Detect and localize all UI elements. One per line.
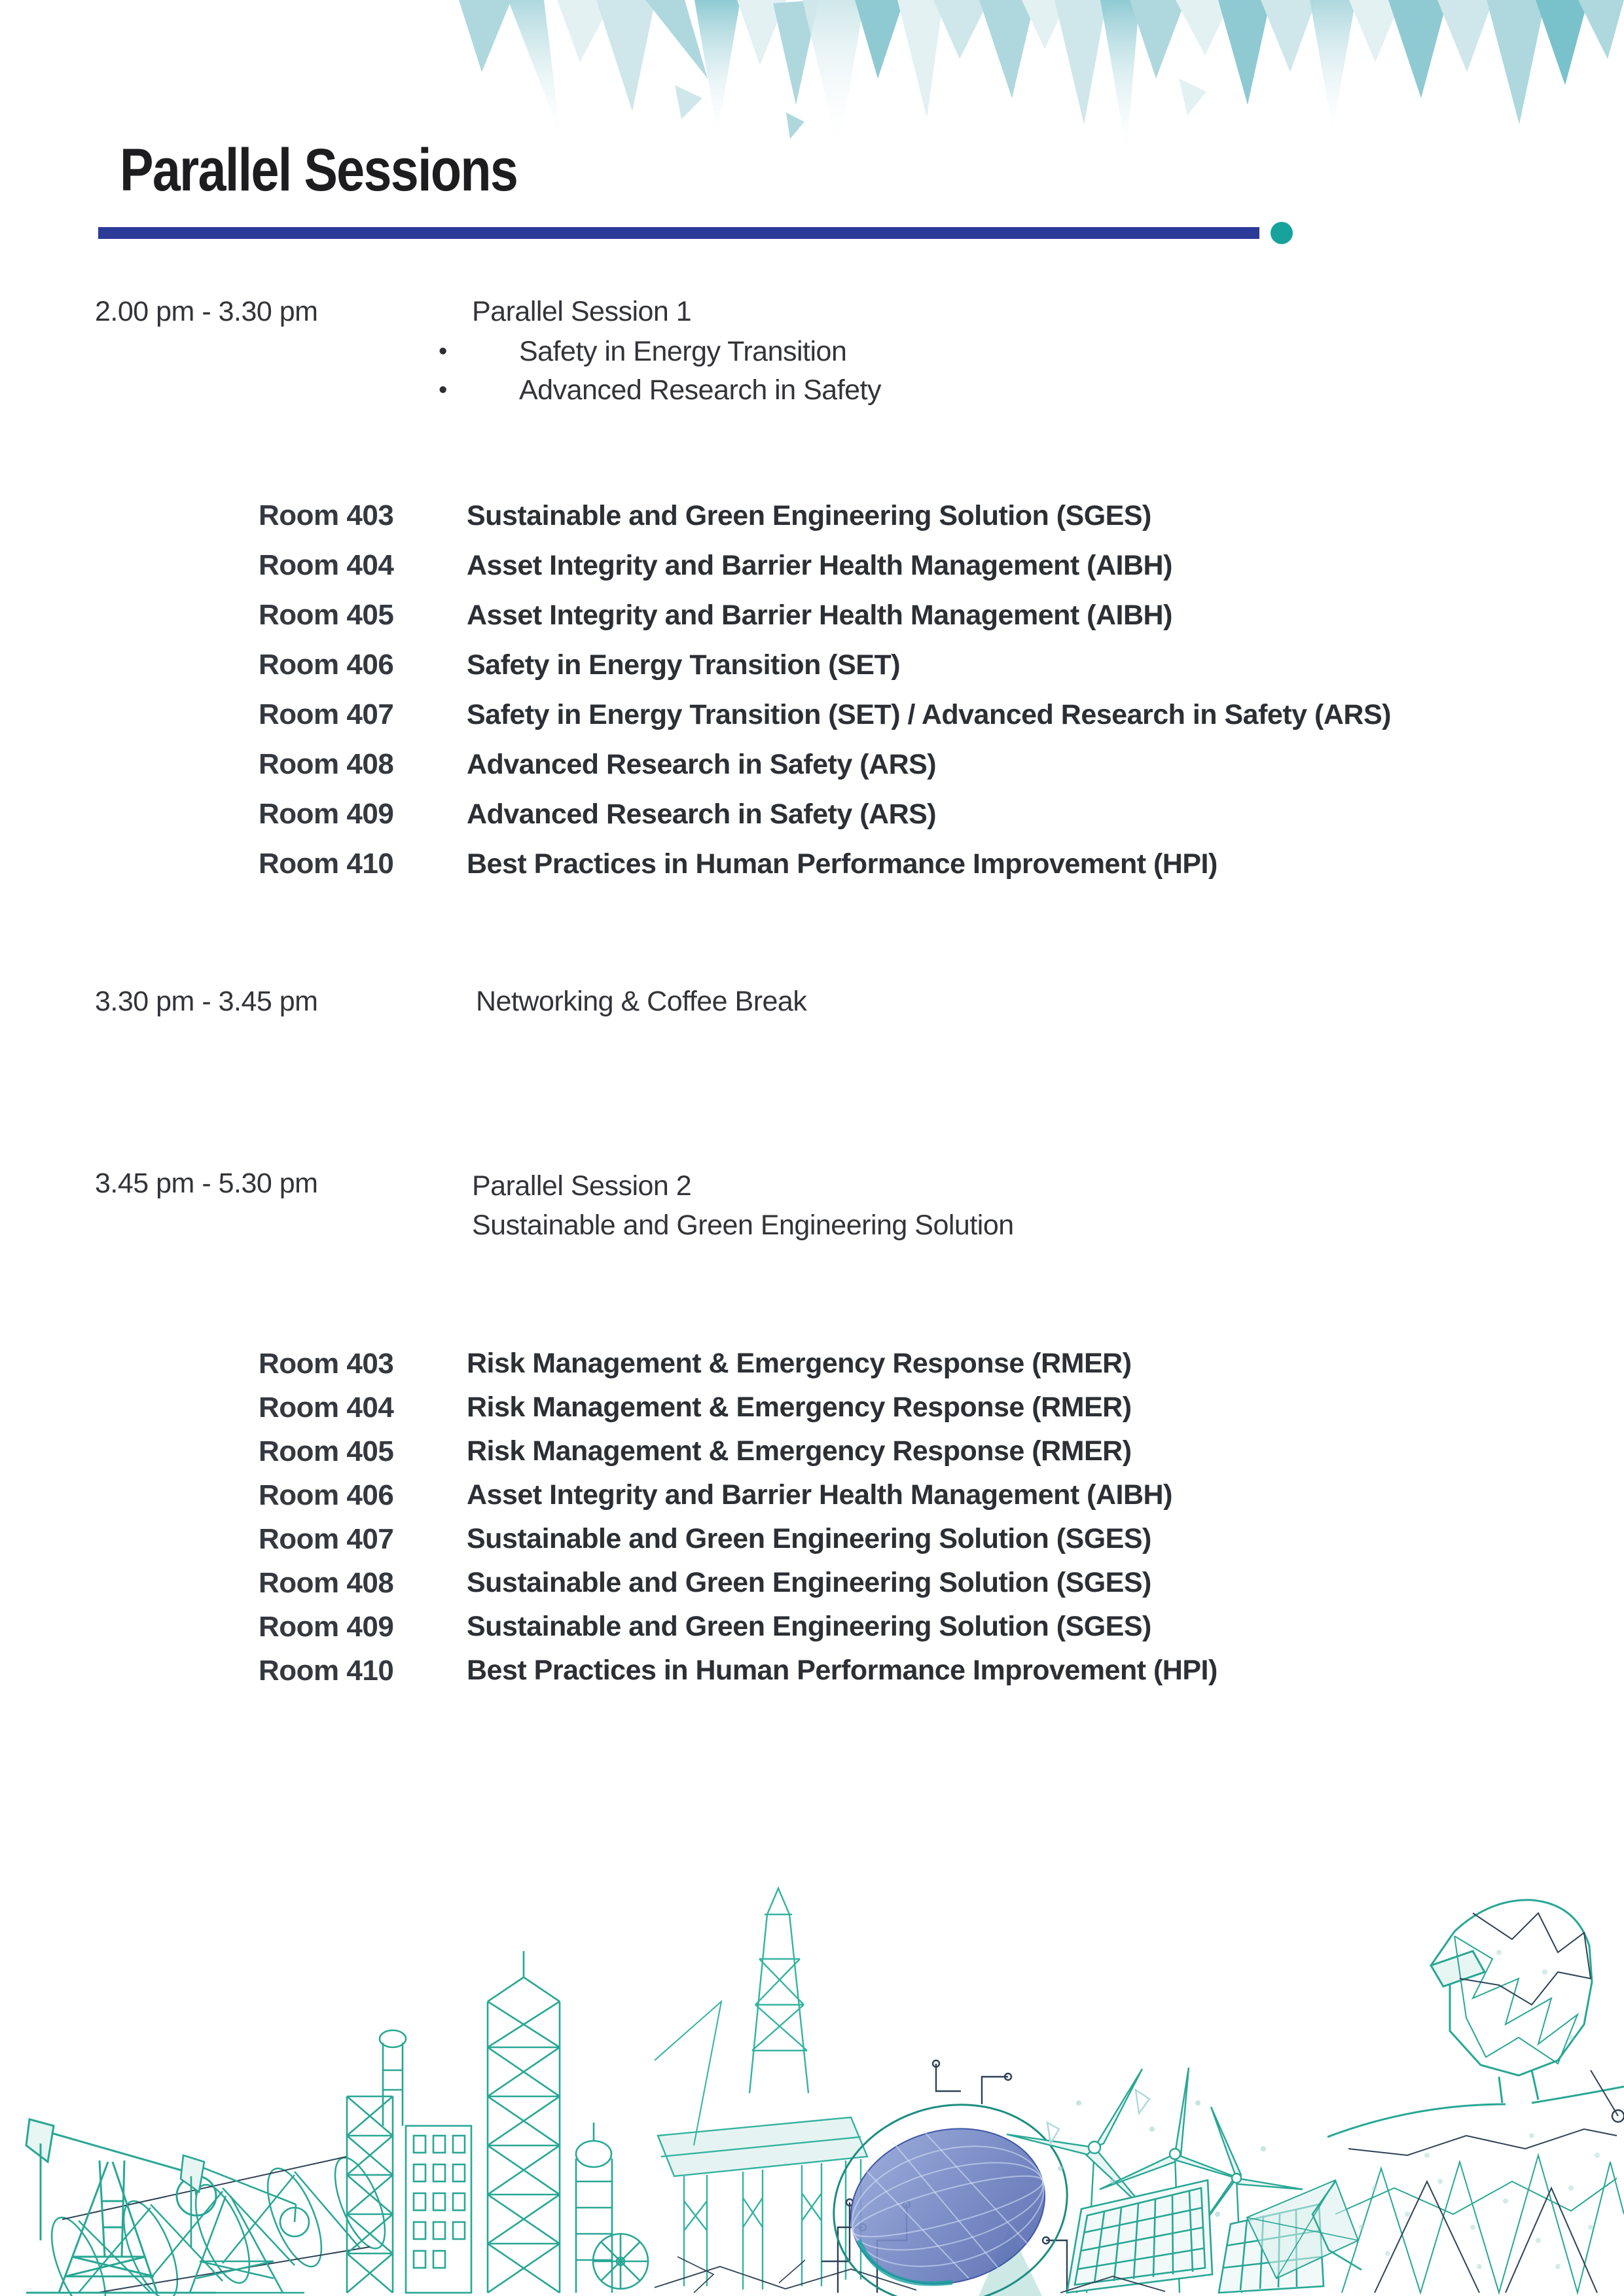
room-row [259, 740, 1391, 789]
room-row [259, 1386, 1218, 1429]
session2-room-list [259, 1342, 1218, 1693]
room-topic: Safety in Energy Transition (SET) [467, 649, 901, 681]
room-number: Room 404 [259, 549, 394, 581]
session-topic-label: Safety in Energy Transition [519, 336, 847, 367]
solar-dome-illustration [811, 2079, 1089, 2296]
room-number: Room 410 [259, 1654, 394, 1687]
room-topic: Sustainable and Green Engineering Solution (SGES) [467, 1611, 1151, 1642]
room-number: Room 405 [259, 599, 394, 631]
refinery-city-illustration [347, 1951, 648, 2293]
room-number: Room 404 [259, 1391, 394, 1424]
bullet-dot-icon: • [439, 338, 447, 365]
room-topic: Sustainable and Green Engineering Solution (SGES) [467, 1523, 1151, 1554]
room-topic: Sustainable and Green Engineering Solution (SGES) [467, 1567, 1151, 1598]
room-topic: Sustainable and Green Engineering Solution (SGES) [467, 499, 1151, 531]
room-topic: Asset Integrity and Barrier Health Management (AIBH) [467, 1479, 1172, 1511]
room-row [259, 1649, 1218, 1693]
session1-room-list [259, 491, 1391, 889]
room-number: Room 403 [259, 499, 394, 531]
break-label: Networking & Coffee Break [476, 986, 807, 1017]
room-row [259, 789, 1391, 839]
session2-title: Parallel Session 2 [472, 1170, 692, 1202]
room-number: Room 403 [259, 1347, 394, 1380]
session1-header [439, 292, 881, 410]
engineer-hardhat-illustration [1247, 1900, 1624, 2293]
room-number: Room 406 [259, 649, 394, 681]
page-title: Parallel Sessions [120, 137, 518, 204]
title-underline [98, 227, 1259, 239]
room-row [259, 640, 1391, 690]
session2-time: 3.45 pm - 5.30 pm [95, 1168, 318, 1199]
room-topic: Risk Management & Emergency Response (RMER) [467, 1435, 1132, 1467]
break-time: 3.30 pm - 3.45 pm [95, 986, 318, 1017]
session2-header [472, 1166, 1014, 1245]
room-row [259, 541, 1391, 590]
room-row [259, 839, 1391, 889]
room-row [259, 1605, 1218, 1649]
triangle-banner-decoration [446, 0, 1624, 157]
session1-topic-list [439, 332, 881, 410]
room-topic: Risk Management & Emergency Response (RMER) [467, 1391, 1132, 1423]
room-topic: Advanced Research in Safety (ARS) [467, 798, 937, 830]
room-number: Room 409 [259, 798, 394, 830]
room-topic: Asset Integrity and Barrier Health Management (AIBH) [467, 549, 1172, 581]
room-row [259, 590, 1391, 640]
room-row [259, 1561, 1218, 1605]
room-number: Room 407 [259, 1522, 394, 1555]
session-topic-label: Advanced Research in Safety [519, 374, 881, 406]
room-number: Room 409 [259, 1610, 394, 1643]
room-row [259, 491, 1391, 541]
room-topic: Best Practices in Human Performance Improvement (HPI) [467, 1655, 1218, 1686]
energy-wireframe-illustration [0, 1874, 1624, 2296]
room-number: Room 405 [259, 1435, 394, 1467]
bullet-dot-icon: • [439, 376, 447, 404]
room-row [259, 1517, 1218, 1561]
room-row [259, 690, 1391, 740]
room-number: Room 408 [259, 748, 394, 780]
room-row [259, 1342, 1218, 1386]
room-topic: Asset Integrity and Barrier Health Management (AIBH) [467, 599, 1172, 631]
room-number: Room 406 [259, 1479, 394, 1511]
room-topic: Safety in Energy Transition (SET) / Advanced Research in Safety (ARS) [467, 698, 1391, 730]
title-underline-dot-icon [1271, 222, 1293, 244]
room-topic: Advanced Research in Safety (ARS) [467, 748, 937, 780]
oil-pumpjack-illustration [164, 2155, 309, 2293]
session1-title: Parallel Session 1 [472, 296, 692, 327]
room-row [259, 1429, 1218, 1473]
room-number: Room 410 [259, 848, 394, 880]
room-number: Room 408 [259, 1566, 394, 1599]
session-topic-bullet [439, 371, 881, 410]
room-number: Room 407 [259, 698, 394, 730]
session1-time: 2.00 pm - 3.30 pm [95, 296, 318, 327]
room-row [259, 1473, 1218, 1517]
session2-subtitle: Sustainable and Green Engineering Solution [472, 1210, 1014, 1241]
room-topic: Best Practices in Human Performance Improvement (HPI) [467, 848, 1218, 880]
session-topic-bullet [439, 332, 881, 371]
room-topic: Risk Management & Emergency Response (RMER) [467, 1348, 1132, 1379]
